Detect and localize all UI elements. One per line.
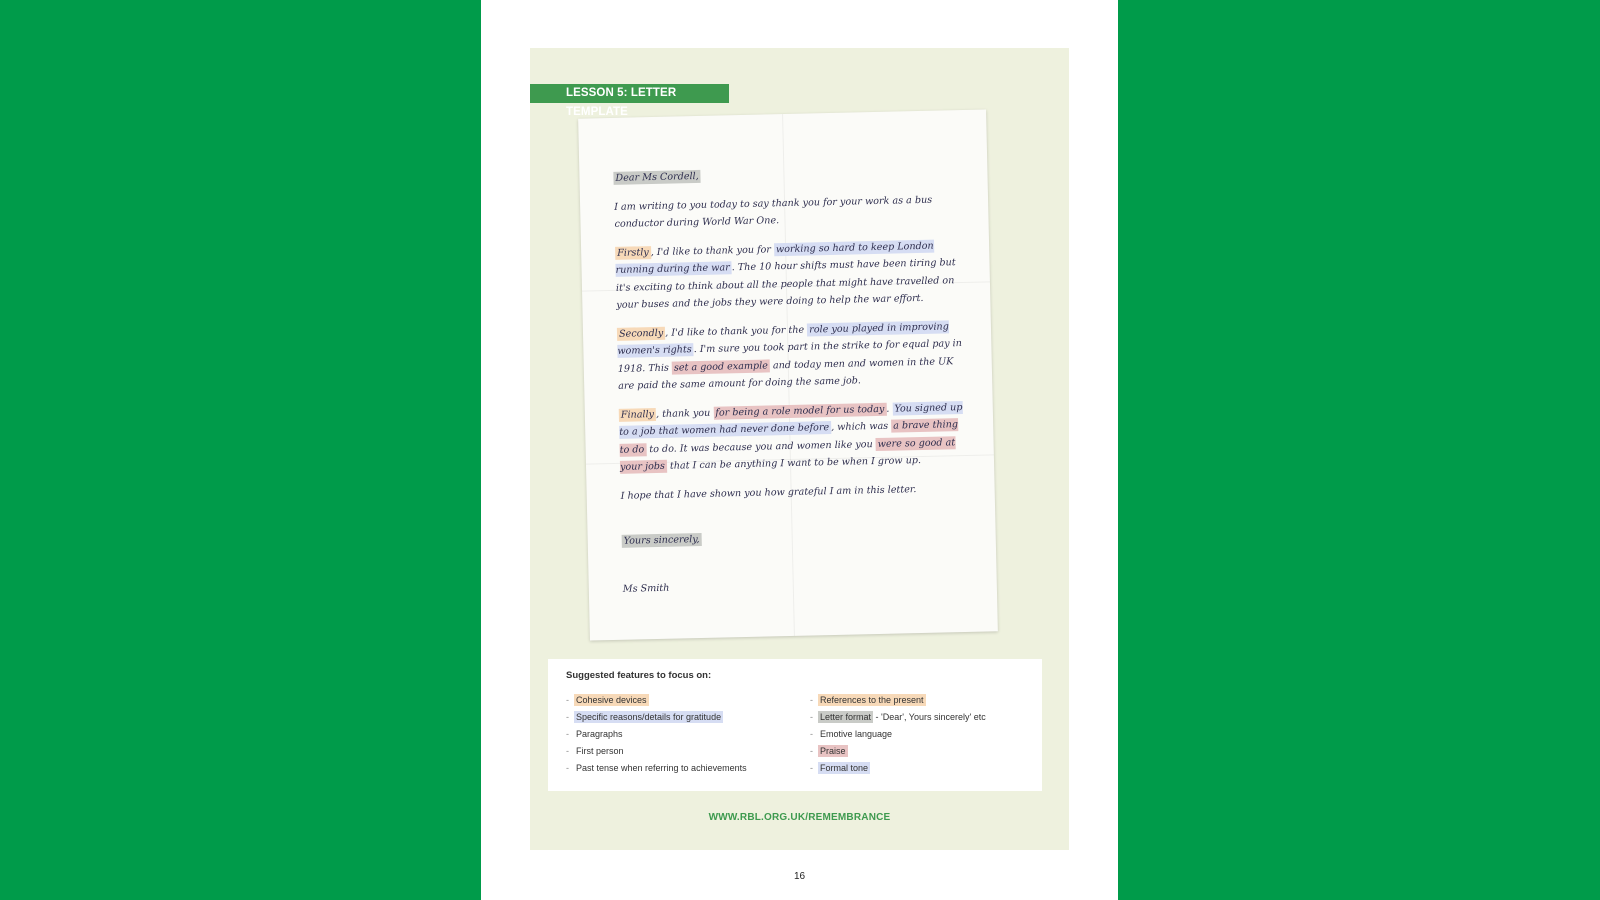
text: , I'd like to thank you for <box>650 243 775 258</box>
text: that I can be anything I want to be when I grow up. <box>666 455 922 472</box>
lesson-title-tab: LESSON 5: LETTER TEMPLATE <box>530 84 729 103</box>
feature-label: Formal tone <box>820 763 869 773</box>
feature-item <box>810 760 986 777</box>
reason: working so hard to keep London running during the war <box>615 240 934 276</box>
feature-label: Letter format <box>820 712 872 722</box>
connective: Finally <box>619 408 656 422</box>
feature-suffix: - 'Dear', Yours sincerely' etc <box>873 712 986 722</box>
text: . I'm sure you took part in the strike to for equal pay in 1918. This <box>617 338 963 375</box>
praise: were so good at your jobs <box>619 436 956 473</box>
connective: Firstly <box>615 246 651 260</box>
feature-label: Paragraphs <box>576 729 623 739</box>
bullet: - <box>810 695 813 705</box>
bullet: - <box>810 712 813 722</box>
praise: for being a role model for us today <box>713 402 886 419</box>
letter-sheet <box>578 109 998 640</box>
feature-item <box>566 760 749 777</box>
feature-label: Specific reasons/details for gratitude <box>576 712 722 722</box>
feature-label: References to the present <box>820 695 924 705</box>
bullet: - <box>566 763 569 773</box>
letter-paragraph-2 <box>617 318 963 396</box>
bullet: - <box>566 695 569 705</box>
feature-item <box>810 743 986 760</box>
reason: role you played in improving women's rights <box>617 320 949 357</box>
text: and today men and women in the UK are paid the same amount for doing the same job. <box>618 355 954 392</box>
letter-body <box>613 162 968 609</box>
closing-line: I hope that I have shown you how grateful I am in this letter. <box>620 483 917 502</box>
feature-item <box>566 743 749 760</box>
letter-intro: I am writing to you today to say thank you for your work as a bus conductor during World War One. <box>614 194 933 230</box>
bullet: - <box>566 746 569 756</box>
bullet: - <box>810 746 813 756</box>
signature: Ms Smith <box>622 582 670 595</box>
document-page <box>481 0 1118 900</box>
feature-item <box>566 726 749 743</box>
text: , thank you <box>655 407 714 420</box>
features-list-left <box>566 692 749 777</box>
feature-label: Emotive language <box>820 729 893 739</box>
feature-item <box>810 726 986 743</box>
signoff-text: Yours sincerely, <box>622 533 702 548</box>
text: , which was <box>831 420 892 434</box>
feature-label: Praise <box>820 746 846 756</box>
features-box <box>548 659 1042 791</box>
features-title: Suggested features to focus on: <box>566 670 712 681</box>
connective: Secondly <box>617 326 666 340</box>
feature-item <box>566 692 749 709</box>
praise: a brave thing to do <box>619 419 959 456</box>
feature-label: First person <box>576 746 624 756</box>
signoff <box>622 525 967 550</box>
salutation-text: Dear Ms Cordell, <box>613 170 701 185</box>
feature-item <box>810 692 986 709</box>
feature-item <box>566 709 749 726</box>
text: . <box>886 403 893 415</box>
praise: set a good example <box>672 359 770 374</box>
bullet: - <box>566 729 569 739</box>
website-url[interactable]: WWW.RBL.ORG.UK/REMEMBRANCE <box>708 812 891 823</box>
content-panel <box>530 48 1069 850</box>
page-number: 16 <box>793 871 806 882</box>
feature-item <box>810 709 986 726</box>
letter-paragraph-3 <box>619 399 965 477</box>
bullet: - <box>810 729 813 739</box>
feature-label: Past tense when referring to achievements <box>576 763 747 773</box>
bullet: - <box>566 712 569 722</box>
text: to do. It was because you and women like you <box>646 438 876 455</box>
features-list-right <box>810 692 986 777</box>
salutation <box>613 162 958 187</box>
letter-paragraph-1 <box>615 237 961 315</box>
feature-label: Cohesive devices <box>576 695 647 705</box>
text: , I'd like to thank you for the <box>665 324 808 339</box>
text: . The 10 hour shifts must have been tiring but it's exciting to think about all the people that might have travelled on your buses and the jobs they were doing to help the war effort. <box>615 257 956 311</box>
reason: You signed up to a job that women had never done before <box>619 401 963 438</box>
bullet: - <box>810 763 813 773</box>
